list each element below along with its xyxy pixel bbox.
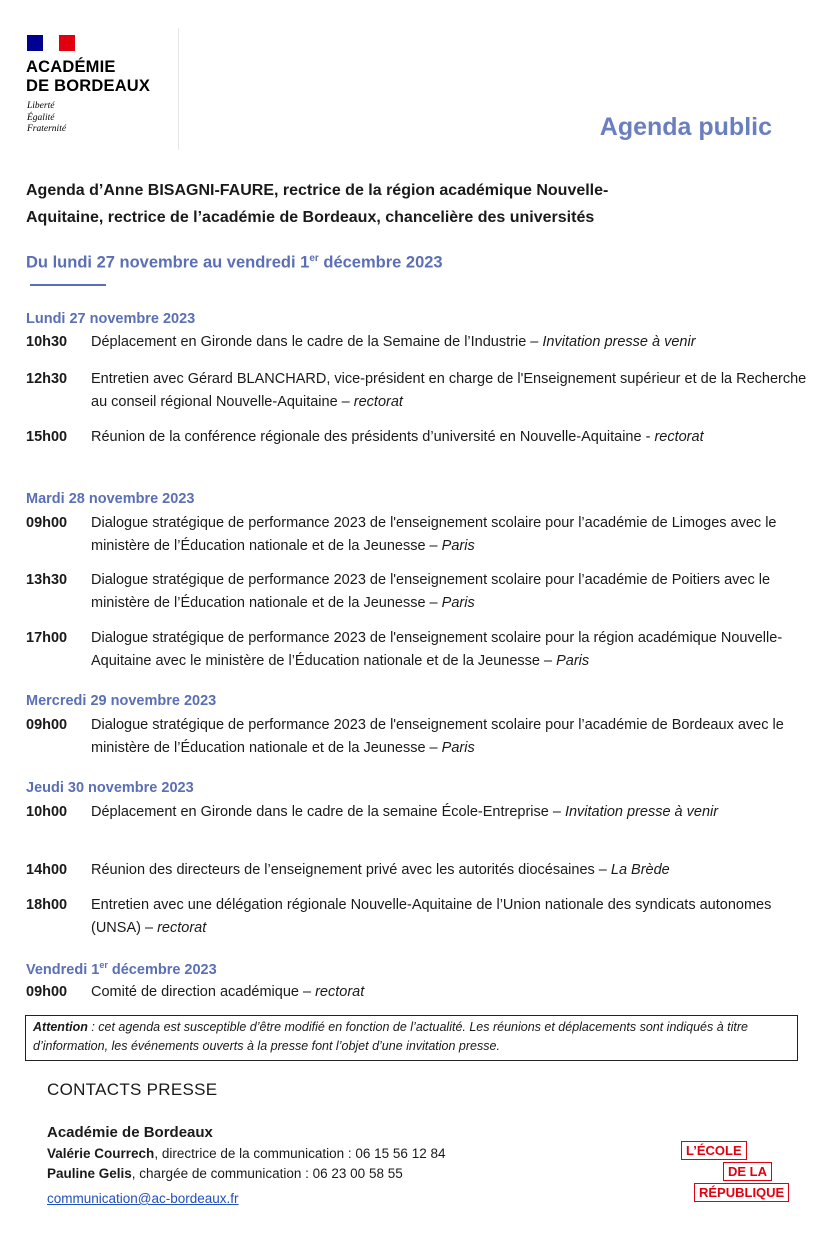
date-range-underline	[30, 284, 106, 286]
event-time: 09h00	[26, 515, 68, 531]
document-title: Agenda public	[599, 113, 772, 141]
event-place: rectorat	[315, 984, 365, 1000]
event-place: Invitation presse à venir	[564, 804, 719, 820]
event-description: Entretien avec une délégation régionale Nouvelle-Aquitaine de l’Union nationale des syndicats autonomes (UNSA) – rectorat	[91, 897, 772, 936]
event-time: 10h30	[26, 334, 68, 350]
academie-logo-name: ACADÉMIE DE BORDEAUX	[26, 58, 151, 95]
disclaimer-box: Attention : cet agenda est susceptible d’être modifié en fonction de l’actualité. Les réunions et déplacements sont indiqués à titre d’information, les événements ouverts à la presse font l’objet d’une invitation presse.	[25, 1015, 798, 1061]
event-place: rectorat	[654, 429, 704, 445]
contact-person: Valérie Courrech, directrice de la communication : 06 15 56 12 84	[47, 1146, 446, 1161]
event-time: 14h00	[26, 862, 68, 878]
event-time: 15h00	[26, 429, 68, 445]
day-heading-tuesday: Mardi 28 novembre 2023	[26, 491, 195, 507]
event-place: Paris	[441, 740, 475, 756]
event-place: rectorat	[353, 394, 403, 410]
event-time: 17h00	[26, 630, 68, 646]
event-place: Paris	[441, 538, 475, 554]
date-range: Du lundi 27 novembre au vendredi 1er décembre 2023	[26, 253, 443, 272]
day-heading-thursday: Jeudi 30 novembre 2023	[26, 780, 194, 796]
event-description: Réunion de la conférence régionale des présidents d’université en Nouvelle-Aquitaine - rectorat	[91, 429, 704, 445]
event-description: Dialogue stratégique de performance 2023 de l'enseignement scolaire pour l’académie de Bordeaux avec le ministère de l’Éducation nationale et de la Jeunesse – Paris	[91, 717, 784, 756]
event-time: 13h30	[26, 572, 68, 588]
event-time: 09h00	[26, 717, 68, 733]
event-time: 12h30	[26, 371, 68, 387]
event-description: Dialogue stratégique de performance 2023 de l'enseignement scolaire pour l’académie de Poitiers avec le ministère de l’Éducation nationale et de la Jeunesse – Paris	[91, 572, 771, 611]
event-time: 10h00	[26, 804, 68, 820]
event-time: 09h00	[26, 984, 68, 1000]
event-description: Réunion des directeurs de l’enseignement privé avec les autorités diocésaines – La Brède	[91, 862, 670, 878]
marianne-flag-icon	[27, 35, 75, 51]
logo-separator	[178, 28, 179, 150]
day-heading-monday: Lundi 27 novembre 2023	[26, 311, 196, 327]
event-description: Dialogue stratégique de performance 2023 de l'enseignement scolaire pour l’académie de Limoges avec le ministère de l’Éducation nationale et de la Jeunesse – Paris	[91, 515, 777, 554]
event-description: Déplacement en Gironde dans le cadre de la Semaine de l’Industrie – Invitation presse à venir	[91, 334, 696, 350]
event-place: rectorat	[157, 920, 207, 936]
event-place: Paris	[441, 595, 475, 611]
event-time: 18h00	[26, 897, 68, 913]
agenda-heading: Agenda d’Anne BISAGNI-FAURE, rectrice de la région académique Nouvelle- Aquitaine, rectrice de l’académie de Bordeaux, chancelière des universités	[26, 182, 609, 226]
event-description: Déplacement en Gironde dans le cadre de la semaine École-Entreprise – Invitation presse à venir	[91, 804, 719, 820]
event-description: Dialogue stratégique de performance 2023 de l'enseignement scolaire pour la région académique Nouvelle-Aquitaine avec le ministère de l’Éducation nationale et de la Jeunesse – Paris	[91, 630, 783, 669]
day-heading-wednesday: Mercredi 29 novembre 2023	[26, 693, 217, 709]
event-place: Invitation presse à venir	[542, 334, 696, 350]
contacts-title: CONTACTS PRESSE	[47, 1080, 218, 1099]
event-place: La Brède	[610, 862, 670, 878]
day-heading-friday: Vendredi 1er décembre 2023	[26, 960, 217, 978]
event-description: Entretien avec Gérard BLANCHARD, vice-président en charge de l'Enseignement supérieur et de la Recherche au conseil régional Nouvelle-Aquitaine – rectorat	[91, 371, 807, 410]
contacts-organization: Académie de Bordeaux	[47, 1124, 213, 1141]
republic-motto: Liberté Égalité Fraternité	[27, 101, 67, 134]
event-description: Comité de direction académique – rectorat	[91, 984, 365, 1000]
contact-person: Pauline Gelis, chargée de communication : 06 23 00 58 55	[47, 1166, 403, 1181]
event-place: Paris	[556, 653, 590, 669]
contact-email-link[interactable]: communication@ac-bordeaux.fr	[47, 1191, 239, 1206]
